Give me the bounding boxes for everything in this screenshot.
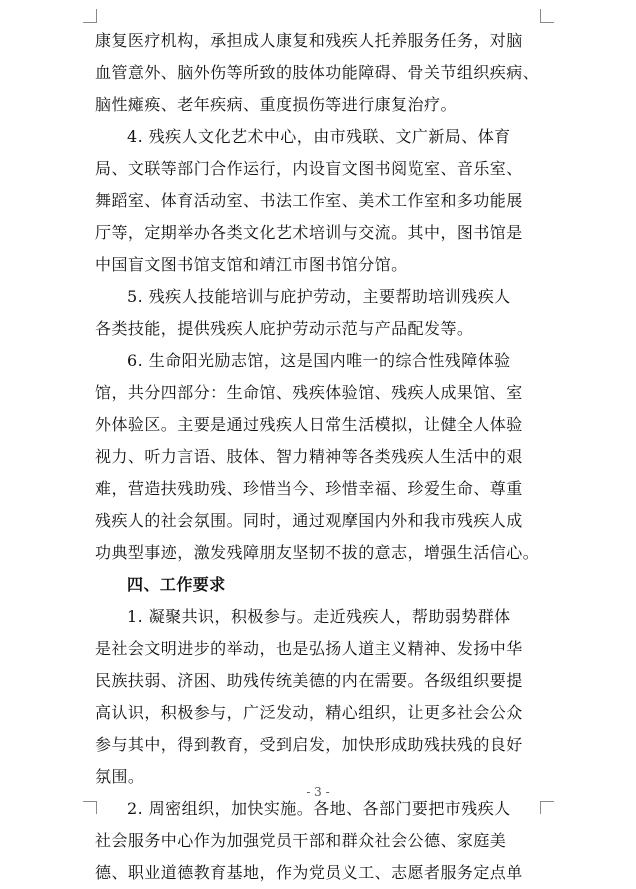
body-line: 高认识，积极参与，广泛发动，精心组织，让更多社会公众 [95, 703, 523, 722]
document-body [95, 25, 547, 889]
body-line: 功典型事迹，激发残障朋友坚韧不拔的意志，增强生活信心。 [95, 543, 540, 562]
list-item-2-first-line: 2. 周密组织，加快实施。各地、各部门要把市残疾人 [127, 799, 511, 818]
body-line: 残疾人的社会氛围。同时，通过观摩国内外和我市残疾人成 [95, 511, 523, 530]
body-line: 血管意外、脑外伤等所致的肢体功能障碍、骨关节组织疾病、 [95, 63, 540, 82]
body-line: 德、职业道德教育基地，作为党员义工、志愿者服务定点单 [95, 863, 523, 882]
body-line: 各类技能，提供残疾人庇护劳动示范与产品配发等。 [95, 319, 474, 338]
crop-mark-top-left-vertical [96, 9, 97, 22]
crop-mark-top-right-vertical [540, 9, 541, 22]
crop-mark-top-left-horizontal [83, 22, 97, 23]
list-item-1-first-line: 1. 凝聚共识，积极参与。走近残疾人，帮助弱势群体 [127, 607, 511, 626]
page-number: - 3 - [306, 785, 330, 799]
body-line: 外体验区。主要是通过残疾人日常生活模拟，让健全人体验 [95, 415, 523, 434]
body-line: 厅等，定期举办各类文化艺术培训与交流。其中，图书馆是 [95, 223, 523, 242]
body-line: 视力、听力言语、肢体、智力精神等各类残疾人生活中的艰 [95, 447, 523, 466]
body-line: 难，营造扶残助残、珍惜当今、珍惜幸福、珍爱生命、尊重 [95, 479, 523, 498]
list-item-4-first-line: 4. 残疾人文化艺术中心，由市残联、文广新局、体育 [127, 127, 511, 146]
body-line: 氛围。 [95, 767, 145, 786]
body-line: 康复医疗机构，承担成人康复和残疾人托养服务任务，对脑 [95, 31, 523, 50]
body-line: 脑性瘫痪、老年疾病、重度损伤等进行康复治疗。 [95, 95, 457, 114]
body-line: 舞蹈室、体育活动室、书法工作室、美术工作室和多功能展 [95, 191, 523, 210]
list-item-5-first-line: 5. 残疾人技能培训与庇护劳动，主要帮助培训残疾人 [127, 287, 511, 306]
body-line: 民族扶弱、济困、助残传统美德的内在需要。各级组织要提 [95, 671, 523, 690]
crop-mark-top-right-horizontal [540, 22, 554, 23]
body-line: 社会服务中心作为加强党员干部和群众社会公德、家庭美 [95, 831, 507, 850]
body-line: 中国盲文图书馆支馆和靖江市图书馆分馆。 [95, 255, 408, 274]
body-line: 是社会文明进步的举动，也是弘扬人道主义精神、发扬中华 [95, 639, 523, 658]
body-line: 馆，共分四部分：生命馆、残疾体验馆、残疾人成果馆、室 [95, 383, 523, 402]
body-line: 参与其中，得到教育，受到启发，加快形成助残扶残的良好 [95, 735, 523, 754]
section-heading-work-requirements: 四、工作要求 [127, 575, 226, 594]
body-line: 局、文联等部门合作运行，内设盲文图书阅览室、音乐室、 [95, 159, 523, 178]
list-item-6-first-line: 6. 生命阳光励志馆，这是国内唯一的综合性残障体验 [127, 351, 511, 370]
